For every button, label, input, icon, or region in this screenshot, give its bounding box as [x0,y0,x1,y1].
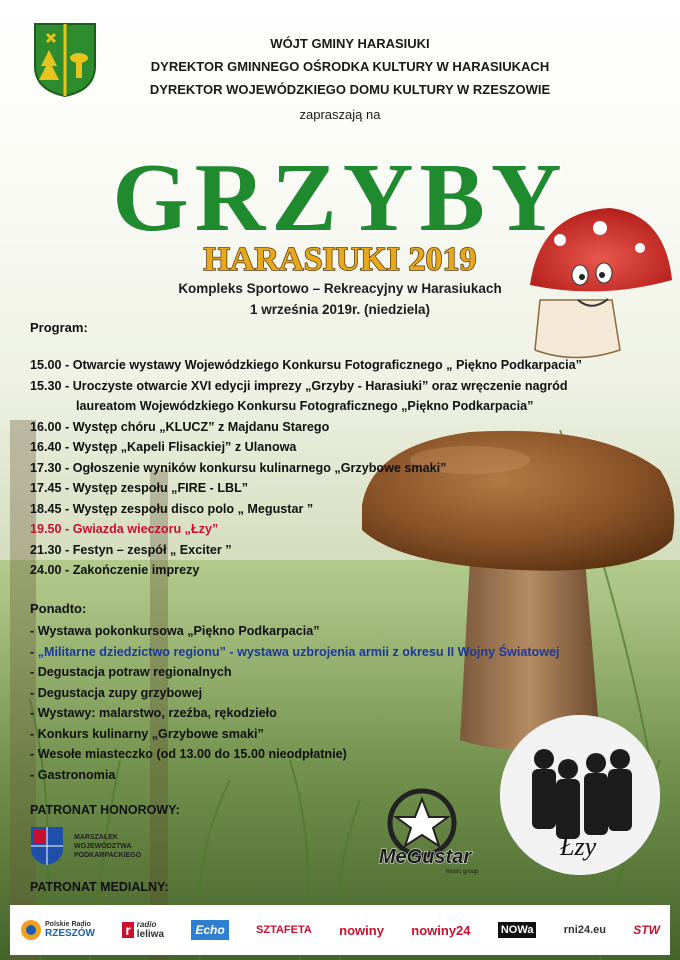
program-item: 15.30 - Uroczyste otwarcie XVI edycji imprezy „Grzyby - Harasiuki” oraz wręczenie nagród [30,378,568,393]
extras-item: - Wystawa pokonkursowa „Piękno Podkarpacia” [30,624,320,638]
extras-item-military [30,642,660,663]
main-title-text: GRZYBY [112,148,568,238]
extras-item: - Degustacja zupy grzybowej [30,685,203,700]
extras-item: - Gastronomia [30,767,116,782]
radio-leliwa-top: radio [136,920,157,929]
extras-item: - Wesołe miasteczko (od 13.00 do 15.00 nieodpłatnie) [30,747,347,761]
program-item: 16.00 - Występ chóru „KLUCZ” z Majdanu Starego [30,419,330,434]
program-item: 16.40 - Występ „Kapeli Flisackiej” z Ulanowa [30,440,297,454]
nowa-logo: NOWa [498,922,537,938]
marshal-crest [30,825,180,867]
podkarpackie-crest-icon [30,826,64,866]
organizer-line-1: WÓJT GMINY HARASIUKI [270,36,430,51]
band-members-icon [500,715,660,875]
marshal-line-1: MARSZAŁEK [74,833,118,841]
marshal-text [74,833,141,860]
nowiny24-logo: nowiny24 [411,922,471,938]
main-title [30,148,650,238]
media-patrons-bar [10,905,670,955]
subtitle [130,236,550,278]
harasiuki-coat-of-arms-icon [33,22,97,98]
echo-logo: Echo [191,920,228,940]
extras-item: - Degustacja potraw regionalnych [30,665,232,679]
program-item-continuation: laureatom Wojewódzkiego Konkursu Fotograficznego „Piękno Podkarpacia” [76,399,534,413]
radio-leliwa-name: leliwa [136,929,165,940]
honorary-patron-heading: PATRONAT HONOROWY: [30,803,180,817]
program-item: 17.45 - Występ zespołu „FIRE - LBL” [30,481,249,495]
date-line: 1 września 2019r. (niedziela) [249,302,431,317]
marshal-line-2: WOJEWÓDZTWA [74,842,132,850]
rni24-logo: rni24.eu [563,924,606,936]
media-patron-heading: PATRONAT MEDIALNY: [30,880,169,894]
polskie-radio-icon [20,919,42,941]
nowiny-logo: nowiny [339,922,384,938]
extras-military-prefix: - [30,644,38,659]
extras-military-desc: - wystawa uzbrojenia armii z okresu II Wojny Światowej [225,644,560,659]
extras-military-title: „Militarne dziedzictwo regionu” [37,644,226,659]
subtitle-text: HARASIUKI 2019 [203,241,477,278]
sztafeta-logo: SZTAFETA [256,924,312,936]
radio-leliwa-icon: r [122,922,133,938]
megustar-logo-text: MeGustar [378,846,472,868]
lzy-logo-text: Łzy [560,832,597,861]
program-item: 21.30 - Festyn – zespół „ Exciter ” [30,542,232,557]
program-item-headliner: 19.50 - Gwiazda wieczoru „Łzy” [30,522,219,536]
megustar-logo [360,785,490,875]
program-heading: Program: [30,320,88,335]
marshal-line-3: PODKARPACKIEGO [74,851,142,859]
radio-leliwa-logo [122,920,164,940]
stw-logo: STW [633,923,660,937]
program-item: 17.30 - Ogłoszenie wyników konkursu kulinarnego „Grzybowe smaki” [30,460,447,475]
organizer-line-2: DYREKTOR GMINNEGO OŚRODKA KULTURY W HARASIUKACH [150,59,550,74]
lzy-band-photo [500,715,660,875]
organizer-line-3: DYREKTOR WOJEWÓDZKIEGO DOMU KULTURY W RZESZOWIE [149,82,551,97]
polskie-radio-city: RZESZÓW [45,928,95,939]
program-item: 18.45 - Występ zespołu disco polo „ Megustar ” [30,501,314,516]
extras-item: - Wystawy: malarstwo, rzeźba, rękodzieło [30,706,277,720]
extras-heading: Ponadto: [30,601,87,616]
program-item: 24.00 - Zakończenie imprezy [30,563,200,577]
program-item: 15.00 - Otwarcie wystawy Wojewódzkiego Konkursu Fotograficznego „ Piękno Podkarpacia” [30,358,582,372]
program-list [30,355,650,581]
invite-text: zapraszają na [299,107,381,122]
venue-line: Kompleks Sportowo – Rekreacyjny w Harasiukach [178,281,502,296]
polskie-radio-logo [20,919,95,941]
extras-item: - Konkurs kulinarny „Grzybowe smaki” [30,726,264,741]
polskie-radio-name: Polskie Radio [45,921,91,928]
megustar-logo-sub: music group [445,869,479,875]
